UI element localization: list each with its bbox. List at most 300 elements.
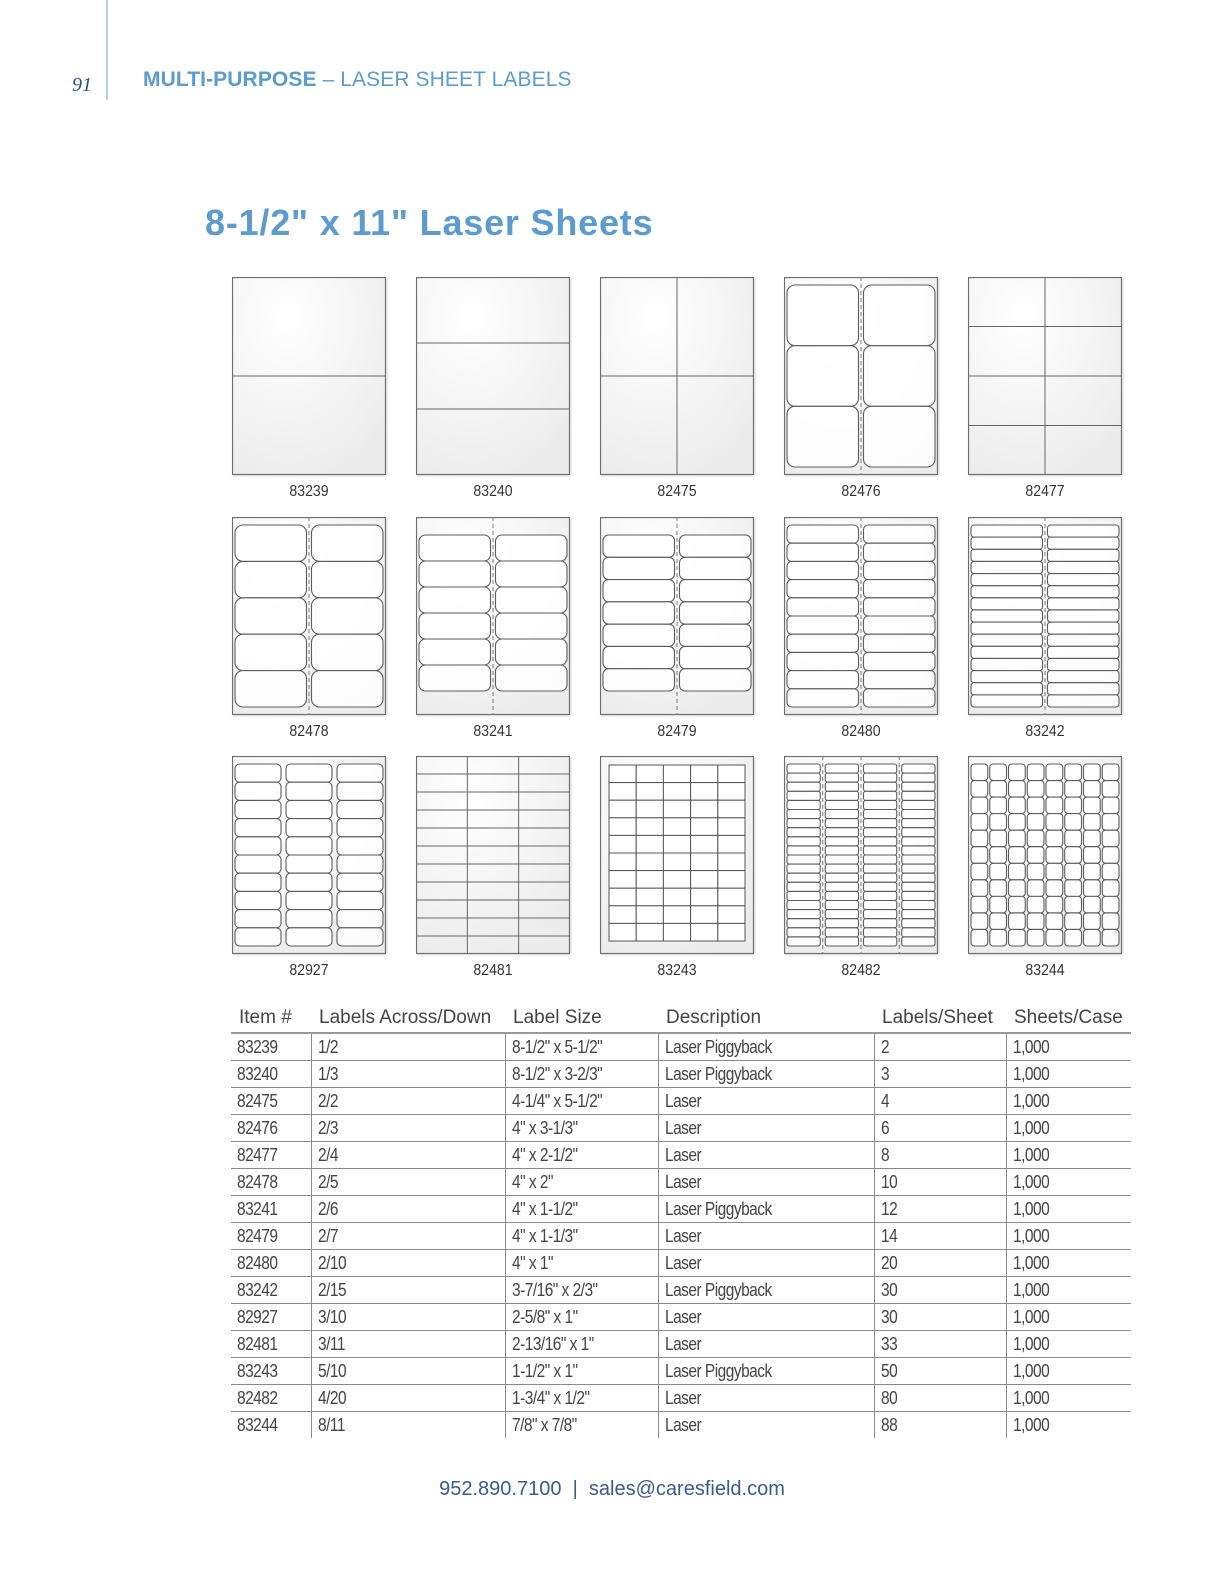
cell-item	[231, 1277, 311, 1304]
label-cell	[971, 781, 988, 798]
label-cell	[1048, 586, 1120, 598]
label-cell	[337, 910, 383, 928]
label-cell	[864, 525, 936, 543]
label-cell	[337, 855, 383, 873]
cell-item	[231, 1196, 311, 1223]
label-cell	[337, 891, 383, 909]
label-cell	[864, 406, 936, 467]
label-cell	[718, 906, 745, 924]
sheet-item-number: 82479	[657, 723, 697, 740]
label-cell	[1048, 634, 1120, 646]
label-cell	[1046, 913, 1063, 930]
label-cell	[1027, 764, 1044, 781]
label-cell	[787, 928, 820, 937]
sheet-item-number: 83243	[657, 962, 697, 979]
label-cell	[825, 873, 858, 882]
cell-description-text: Laser	[664, 1414, 701, 1435]
label-cell	[825, 782, 858, 791]
label-cell	[787, 689, 859, 707]
cell-description	[658, 1142, 874, 1169]
cell-description	[658, 1277, 874, 1304]
label-cell	[337, 819, 383, 837]
label-sheet-83240	[416, 277, 576, 500]
label-cell	[1046, 863, 1063, 880]
cell-across-down	[311, 1033, 505, 1061]
label-cell	[864, 598, 936, 616]
cell-description-text: Laser	[664, 1117, 701, 1138]
label-cell	[663, 765, 690, 783]
label-cell	[235, 782, 281, 800]
cell-labels-per-sheet	[874, 1061, 1006, 1088]
label-cell	[825, 791, 858, 800]
label-cell	[1065, 929, 1082, 946]
label-cell	[680, 646, 752, 668]
sheet-diagram	[232, 277, 386, 475]
label-cell	[680, 580, 752, 602]
label-cell	[1009, 896, 1026, 913]
label-cell	[718, 800, 745, 818]
cell-sheets-per-case	[1006, 1412, 1131, 1439]
label-cell	[1102, 880, 1119, 897]
footer-contact	[0, 1478, 1224, 1501]
label-cell	[496, 561, 568, 587]
sheet-item-number: 82482	[841, 962, 881, 979]
label-cell	[691, 800, 718, 818]
label-sheet-83244	[968, 756, 1128, 979]
label-cell	[787, 901, 820, 910]
label-cell	[312, 561, 384, 597]
label-cell	[609, 818, 636, 836]
cell-description-text: Laser	[664, 1144, 701, 1165]
label-sheet-83243	[600, 756, 760, 979]
label-cell	[636, 923, 663, 941]
label-cell	[971, 610, 1043, 622]
cell-labels-per-sheet	[874, 1385, 1006, 1412]
label-sheet-82480	[784, 517, 944, 740]
cell-labels-per-sheet	[874, 1331, 1006, 1358]
label-cell	[864, 791, 897, 800]
label-cell	[609, 906, 636, 924]
label-cell	[902, 782, 935, 791]
cell-description-text: Laser Piggyback	[664, 1360, 772, 1381]
cell-item-text: 82479	[237, 1225, 278, 1246]
cell-sheets-per-case-text: 1,000	[1012, 1414, 1049, 1435]
table-row	[231, 1277, 1131, 1304]
label-cell	[609, 923, 636, 941]
label-cell	[1065, 880, 1082, 897]
cell-across-down	[311, 1196, 505, 1223]
label-cell	[663, 818, 690, 836]
table-row	[231, 1033, 1131, 1061]
sheet-item-number: 82478	[289, 723, 329, 740]
label-cell	[787, 837, 820, 846]
label-cell	[1048, 671, 1120, 683]
footer-phone: 952.890.7100	[439, 1478, 562, 1500]
cell-label-size	[505, 1358, 658, 1385]
label-cell	[990, 781, 1007, 798]
cell-label-size-text: 1-1/2" x 1"	[511, 1360, 578, 1381]
label-cell	[902, 910, 935, 919]
label-cell	[235, 910, 281, 928]
cell-labels-per-sheet-text: 8	[880, 1144, 889, 1165]
sheet-diagram	[232, 517, 386, 715]
label-cell	[1027, 830, 1044, 847]
label-cell	[235, 928, 281, 946]
label-cell	[864, 616, 936, 634]
label-cell	[1009, 847, 1026, 864]
cell-item-text: 83242	[237, 1279, 278, 1300]
cell-across-down	[311, 1169, 505, 1196]
label-cell	[1009, 929, 1026, 946]
label-cell	[971, 695, 1043, 707]
cell-across-down	[311, 1358, 505, 1385]
label-cell	[1065, 896, 1082, 913]
label-cell	[235, 764, 281, 782]
cell-label-size-text: 3-7/16" x 2/3"	[511, 1279, 598, 1300]
label-cell	[825, 764, 858, 773]
cell-label-size-text: 8-1/2" x 3-2/3"	[511, 1063, 602, 1084]
cell-labels-per-sheet	[874, 1412, 1006, 1439]
table-row	[231, 1304, 1131, 1331]
cell-sheets-per-case-text: 1,000	[1012, 1171, 1049, 1192]
cell-item-text: 82482	[237, 1387, 278, 1408]
cell-description-text: Laser	[664, 1171, 701, 1192]
label-cell	[902, 810, 935, 819]
label-cell	[337, 873, 383, 891]
label-cell	[971, 797, 988, 814]
label-cell	[864, 837, 897, 846]
label-cell	[663, 871, 690, 889]
label-cell	[1084, 764, 1101, 781]
cell-item-text: 82477	[237, 1144, 278, 1165]
table-row	[231, 1061, 1131, 1088]
label-cell	[864, 864, 897, 873]
sheet-diagram	[968, 756, 1122, 954]
cell-labels-per-sheet-text: 12	[880, 1198, 897, 1219]
label-cell	[337, 837, 383, 855]
label-cell	[1048, 598, 1120, 610]
label-cell	[971, 896, 988, 913]
page-number: 91	[72, 74, 92, 96]
cell-description-text: Laser Piggyback	[664, 1279, 772, 1300]
label-cell	[1065, 863, 1082, 880]
cell-item	[231, 1088, 311, 1115]
label-cell	[864, 819, 897, 828]
label-cell	[787, 873, 820, 882]
cell-across-down-text: 2/10	[317, 1252, 346, 1273]
label-cell	[1102, 896, 1119, 913]
cell-description	[658, 1196, 874, 1223]
label-cell	[235, 855, 281, 873]
label-cell	[1009, 830, 1026, 847]
cell-item	[231, 1304, 311, 1331]
label-cell	[663, 888, 690, 906]
label-cell	[1065, 797, 1082, 814]
cell-item	[231, 1115, 311, 1142]
label-cell	[971, 537, 1043, 549]
label-cell	[864, 928, 897, 937]
label-cell	[990, 830, 1007, 847]
cell-across-down-text: 2/4	[317, 1144, 338, 1165]
label-cell	[1046, 896, 1063, 913]
label-cell	[337, 800, 383, 818]
label-cell	[419, 639, 491, 665]
label-cell	[990, 863, 1007, 880]
cell-item	[231, 1142, 311, 1169]
label-cell	[691, 835, 718, 853]
cell-item	[231, 1061, 311, 1088]
label-sheet-82482	[784, 756, 944, 979]
label-cell	[235, 891, 281, 909]
spec-table	[231, 1001, 1131, 1438]
section-heading-bold: MULTI-PURPOSE	[143, 68, 317, 91]
label-cell	[1048, 525, 1120, 537]
cell-item-text: 83244	[237, 1414, 278, 1435]
cell-description	[658, 1412, 874, 1439]
label-cell	[609, 783, 636, 801]
cell-description-text: Laser	[664, 1090, 701, 1111]
label-cell	[1027, 929, 1044, 946]
label-cell	[971, 863, 988, 880]
cell-sheets-per-case	[1006, 1304, 1131, 1331]
label-cell	[603, 669, 675, 691]
cell-sheets-per-case-text: 1,000	[1012, 1306, 1049, 1327]
label-cell	[971, 598, 1043, 610]
label-cell	[718, 818, 745, 836]
cell-across-down	[311, 1385, 505, 1412]
cell-label-size-text: 4" x 3-1/3"	[511, 1117, 578, 1138]
cell-sheets-per-case-text: 1,000	[1012, 1333, 1049, 1354]
label-cell	[902, 873, 935, 882]
label-cell	[718, 853, 745, 871]
table-row	[231, 1115, 1131, 1142]
page-title: 8-1/2" x 11" Laser Sheets	[205, 202, 654, 243]
section-heading	[143, 68, 572, 92]
label-cell	[1027, 913, 1044, 930]
label-cell	[286, 782, 332, 800]
cell-labels-per-sheet	[874, 1033, 1006, 1061]
cell-across-down-text: 3/10	[317, 1306, 346, 1327]
label-cell	[609, 765, 636, 783]
sheet-item-number: 83242	[1025, 723, 1065, 740]
cell-description-text: Laser Piggyback	[664, 1063, 772, 1084]
cell-label-size	[505, 1142, 658, 1169]
label-cell	[663, 853, 690, 871]
table-row	[231, 1088, 1131, 1115]
label-cell	[902, 891, 935, 900]
cell-label-size-text: 7/8" x 7/8"	[511, 1414, 577, 1435]
label-cell	[636, 835, 663, 853]
label-cell	[990, 797, 1007, 814]
label-cell	[718, 765, 745, 783]
cell-item-text: 82475	[237, 1090, 278, 1111]
label-cell	[864, 891, 897, 900]
label-cell	[864, 773, 897, 782]
label-cell	[609, 871, 636, 889]
label-cell	[902, 819, 935, 828]
cell-sheets-per-case-text: 1,000	[1012, 1117, 1049, 1138]
label-cell	[864, 937, 897, 946]
sheet-item-number: 83240	[473, 483, 513, 500]
cell-label-size-text: 2-5/8" x 1"	[511, 1306, 578, 1327]
label-cell	[825, 819, 858, 828]
label-cell	[691, 783, 718, 801]
label-cell	[1048, 574, 1120, 586]
label-cell	[1027, 863, 1044, 880]
label-cell	[864, 764, 897, 773]
label-cell	[1102, 913, 1119, 930]
table-row	[231, 1358, 1131, 1385]
cell-sheets-per-case-text: 1,000	[1012, 1252, 1049, 1273]
label-cell	[235, 598, 307, 634]
label-cell	[864, 846, 897, 855]
label-cell	[971, 658, 1043, 670]
sheet-diagram	[784, 277, 938, 475]
label-cell	[825, 828, 858, 837]
label-cell	[496, 665, 568, 691]
label-cell	[971, 646, 1043, 658]
label-cell	[864, 580, 936, 598]
label-cell	[1046, 797, 1063, 814]
label-cell	[496, 587, 568, 613]
cell-across-down-text: 2/6	[317, 1198, 338, 1219]
label-cell	[312, 525, 384, 561]
label-cell	[1046, 814, 1063, 831]
sheet-outline	[417, 278, 570, 475]
label-cell	[691, 888, 718, 906]
cell-item	[231, 1250, 311, 1277]
footer-email[interactable]: sales@caresfield.com	[588, 1478, 785, 1500]
label-cell	[971, 880, 988, 897]
cell-across-down-text: 2/5	[317, 1171, 338, 1192]
label-cell	[787, 525, 859, 543]
label-cell	[1046, 929, 1063, 946]
label-cell	[1102, 830, 1119, 847]
label-cell	[1084, 830, 1101, 847]
label-cell	[1102, 863, 1119, 880]
label-cell	[286, 855, 332, 873]
cell-description	[658, 1331, 874, 1358]
label-cell	[286, 891, 332, 909]
label-cell	[1102, 781, 1119, 798]
cell-label-size-text: 4" x 2"	[511, 1171, 553, 1192]
label-cell	[864, 782, 897, 791]
label-cell	[1046, 880, 1063, 897]
cell-label-size	[505, 1061, 658, 1088]
label-cell	[787, 819, 820, 828]
cell-description	[658, 1088, 874, 1115]
label-cell	[1065, 814, 1082, 831]
label-cell	[1048, 537, 1120, 549]
label-cell	[1048, 622, 1120, 634]
cell-across-down-text: 2/15	[317, 1279, 346, 1300]
label-sheet-82477	[968, 277, 1128, 500]
table-row	[231, 1142, 1131, 1169]
cell-labels-per-sheet-text: 14	[880, 1225, 897, 1246]
cell-labels-per-sheet-text: 30	[880, 1279, 897, 1300]
label-cell	[1046, 847, 1063, 864]
label-cell	[235, 800, 281, 818]
cell-sheets-per-case-text: 1,000	[1012, 1090, 1049, 1111]
label-cell	[609, 800, 636, 818]
cell-description-text: Laser	[664, 1252, 701, 1273]
label-cell	[337, 764, 383, 782]
cell-across-down-text: 3/11	[317, 1333, 345, 1354]
label-cell	[312, 634, 384, 670]
cell-labels-per-sheet-text: 30	[880, 1306, 897, 1327]
label-cell	[603, 580, 675, 602]
label-cell	[787, 634, 859, 652]
cell-sheets-per-case-text: 1,000	[1012, 1144, 1049, 1165]
label-cell	[902, 864, 935, 873]
cell-description	[658, 1385, 874, 1412]
label-cell	[1009, 764, 1026, 781]
label-cell	[971, 764, 988, 781]
label-cell	[1048, 683, 1120, 695]
cell-description	[658, 1358, 874, 1385]
cell-labels-per-sheet-text: 33	[880, 1333, 897, 1354]
label-cell	[1065, 764, 1082, 781]
label-cell	[1102, 764, 1119, 781]
footer-separator: |	[572, 1478, 578, 1500]
cell-across-down-text: 2/7	[317, 1225, 338, 1246]
label-cell	[419, 665, 491, 691]
sheet-diagram	[784, 756, 938, 954]
label-cell	[636, 888, 663, 906]
label-cell	[787, 910, 820, 919]
label-cell	[825, 864, 858, 873]
label-cell	[636, 906, 663, 924]
label-cell	[902, 828, 935, 837]
label-cell	[1084, 896, 1101, 913]
label-cell	[419, 613, 491, 639]
cell-item-text: 83240	[237, 1063, 278, 1084]
cell-description-text: Laser	[664, 1225, 701, 1246]
label-cell	[1048, 561, 1120, 573]
label-cell	[787, 346, 859, 407]
label-cell	[680, 624, 752, 646]
label-cell	[286, 910, 332, 928]
label-sheet-82476	[784, 277, 944, 500]
label-cell	[990, 847, 1007, 864]
label-cell	[825, 855, 858, 864]
label-cell	[1065, 830, 1082, 847]
cell-item	[231, 1331, 311, 1358]
label-cell	[636, 871, 663, 889]
sheet-item-number: 83239	[289, 483, 329, 500]
cell-label-size-text: 2-13/16" x 1"	[511, 1333, 594, 1354]
label-cell	[864, 810, 897, 819]
label-cell	[312, 598, 384, 634]
cell-across-down	[311, 1115, 505, 1142]
cell-labels-per-sheet-text: 88	[880, 1414, 897, 1435]
label-cell	[971, 574, 1043, 586]
cell-sheets-per-case-text: 1,000	[1012, 1063, 1049, 1084]
cell-description-text: Laser	[664, 1333, 701, 1354]
label-cell	[235, 671, 307, 707]
label-cell	[902, 919, 935, 928]
label-cell	[1084, 847, 1101, 864]
label-cell	[902, 791, 935, 800]
sheet-diagram	[600, 277, 754, 475]
label-cell	[691, 765, 718, 783]
cell-label-size	[505, 1115, 658, 1142]
label-cell	[990, 814, 1007, 831]
cell-across-down	[311, 1223, 505, 1250]
cell-item-text: 83239	[237, 1036, 278, 1057]
cell-sheets-per-case-text: 1,000	[1012, 1036, 1049, 1057]
cell-labels-per-sheet	[874, 1115, 1006, 1142]
